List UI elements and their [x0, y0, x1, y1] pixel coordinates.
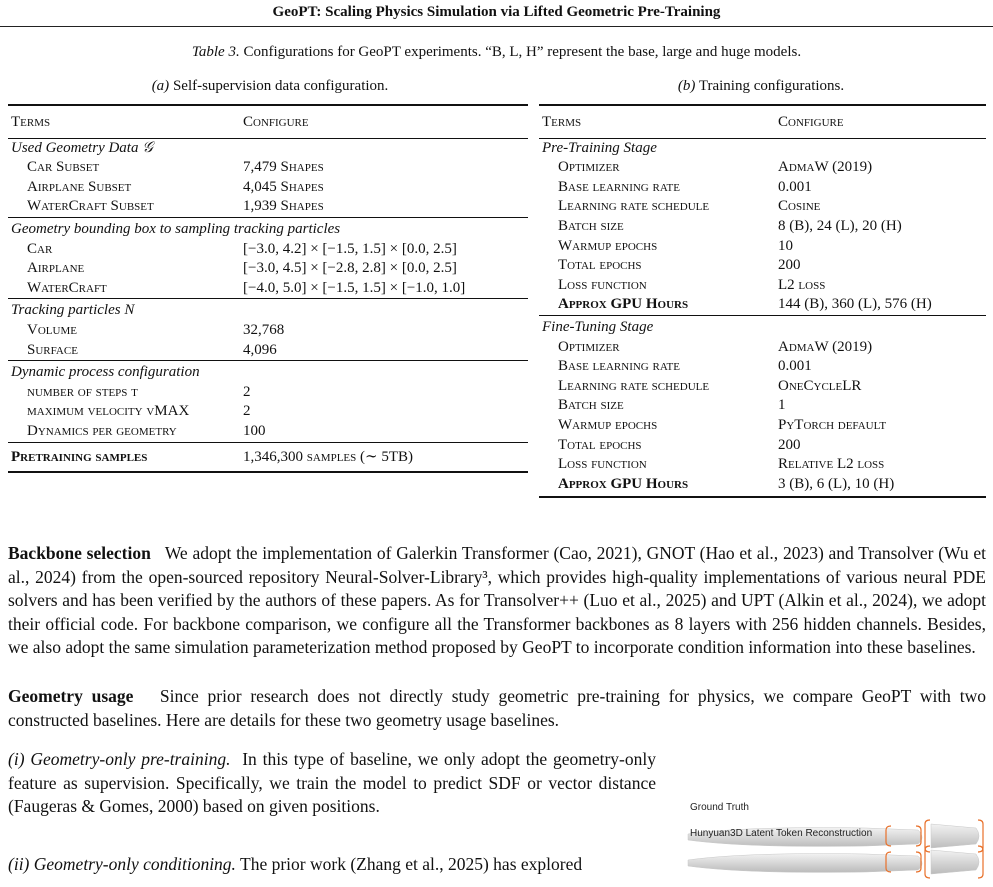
group-row: Dynamic process configuration	[8, 361, 528, 383]
table-row: Car [−3.0, 4.2] × [−1.5, 1.5] × [0.0, 2.5]	[27, 240, 457, 257]
table-row: Batch size 1	[558, 397, 786, 414]
table-row: number of steps τ 2	[27, 383, 251, 400]
table-row: Approx GPU Hours 144 (B), 360 (L), 576 (H)	[558, 296, 932, 313]
table-row: Total epochs 200	[558, 257, 801, 274]
backbone-paragraph	[8, 542, 986, 660]
table-row: Dynamics per geometry 100	[27, 422, 266, 439]
table-row: Warmup epochs PyTorch default	[558, 416, 887, 433]
table-row: Total epochs 200	[558, 436, 801, 453]
table-row: Warmup epochs 10	[558, 237, 793, 254]
table-total-row: Pretraining samples 1,346,300 samples (∼ 5TB)	[8, 442, 528, 472]
geometry-heading: Geometry usage	[8, 686, 134, 706]
table-caption	[0, 44, 993, 61]
table-row: Surface 4,096	[27, 341, 277, 358]
table-training	[539, 104, 986, 498]
table-row: Volume 32,768	[27, 321, 285, 338]
group-row: Used Geometry Data 𝒢	[11, 139, 153, 156]
group-row: Fine-Tuning Stage	[539, 315, 986, 337]
table-row: Airplane [−3.0, 4.5] × [−2.8, 2.8] × [0.0, 2.5]	[27, 260, 457, 277]
caption-label: Table 3.	[191, 44, 240, 60]
hull-reconstruction-figure	[686, 798, 986, 887]
table-row: Batch size 8 (B), 24 (L), 20 (H)	[558, 217, 902, 234]
geo-only-conditioning-paragraph	[8, 853, 656, 877]
table-row: maximum velocity vMAX 2	[27, 403, 251, 420]
geo-only-pretraining-text: In this type of baseline, we only adopt the geometry-only feature as supervision. Specifically, we train the model to predict SDF or vector distance (Faugeras & Gomes, 2000) based on given positions.	[8, 749, 656, 817]
running-title: GeoPT: Scaling Physics Simulation via Lifted Geometric Pre-Training	[272, 4, 721, 20]
table-row: Learning rate schedule OneCycleLR	[558, 377, 862, 394]
caption-text: Configurations for GeoPT experiments. “B, L, H” represent the base, large and huge models.	[239, 44, 802, 60]
geometry-text: Since prior research does not directly study geometric pre-training for physics, we compare GeoPT with two constructed baselines. Here are details for these two geometry usage baselines.	[8, 686, 986, 730]
table-row: Base learning rate 0.001	[558, 178, 812, 195]
geo-only-conditioning-label: (ii) Geometry-only conditioning.	[8, 854, 236, 874]
subcaption-a: (a) Self-supervision data configuration.	[151, 78, 389, 94]
group-row: Geometry bounding box to sampling tracking particles	[8, 217, 528, 239]
table-header: Terms Configure	[539, 105, 986, 138]
table-row: Learning rate schedule Cosine	[558, 198, 821, 215]
table-row: Car Subset 7,479 Shapes	[27, 159, 324, 176]
geo-only-pretraining-paragraph	[8, 748, 656, 819]
geometry-paragraph	[8, 685, 986, 732]
group-row: Pre-Training Stage	[542, 139, 657, 156]
table-row: Base learning rate 0.001	[558, 358, 812, 375]
table-self-supervision	[8, 104, 528, 473]
table-row: WaterCraft [−4.0, 5.0] × [−1.5, 1.5] × [−1.0, 1.0]	[27, 279, 466, 296]
figure-label-reconstruction: Hunyuan3D Latent Token Reconstruction	[690, 828, 873, 839]
figure-label-ground-truth: Ground Truth	[690, 802, 749, 813]
geo-only-pretraining-label: (i) Geometry-only pre-training.	[8, 749, 231, 769]
table-row: Approx GPU Hours 3 (B), 6 (L), 10 (H)	[539, 475, 986, 498]
table-row: Loss function Relative L2 loss	[558, 456, 885, 473]
backbone-heading: Backbone selection	[8, 543, 151, 563]
table-row: Airplane Subset 4,045 Shapes	[27, 178, 324, 195]
title-rule	[0, 26, 993, 27]
group-row: Tracking particles N	[8, 299, 528, 321]
backbone-text: We adopt the implementation of Galerkin Transformer (Cao, 2021), GNOT (Hao et al., 2023) and Transolver (Wu et al., 2024) from the open-sourced repository Neural-Solver-Library³, which provides high-quality implementations of various neural PDE solvers and has been verified by the authors of these papers. As for Transolver++ (Luo et al., 2025) and UPT (Alkin et al., 2024), we adopt their official code. For backbone comparison, we configure all the Transformer backbones as 8 layers with 256 hidden channels. Besides, we also adopt the same simulation parameterization method proposed by GeoPT to incorporate condition information into these baselines.	[8, 543, 986, 658]
table-row: WaterCraft Subset 1,939 Shapes	[27, 198, 324, 215]
table-row: Optimizer AdmaW (2019)	[558, 338, 873, 355]
table-row: Loss function L2 loss	[558, 276, 826, 293]
table-header: Terms Configure	[8, 105, 528, 138]
geo-only-conditioning-text: The prior work (Zhang et al., 2025) has explored	[240, 854, 583, 874]
reconstruction-hull-image	[686, 842, 986, 882]
table-row: Optimizer AdmaW (2019)	[558, 159, 873, 176]
subcaption-b: (b) Training configurations.	[677, 78, 845, 94]
